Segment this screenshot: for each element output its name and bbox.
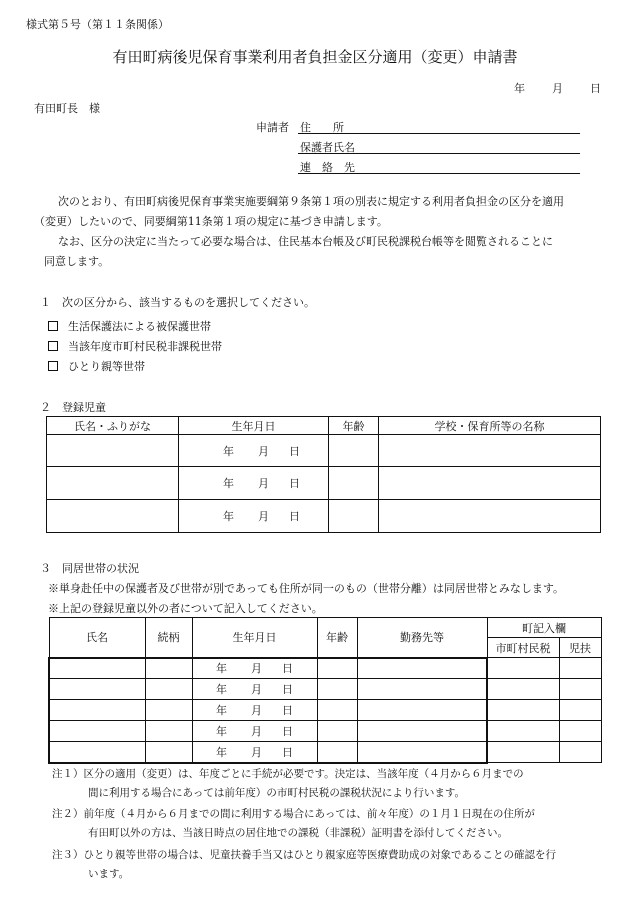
child-age-cell[interactable] [329, 500, 379, 533]
note-1-line-2: 間に利用する場合にあっては前年度）の市町村民税の課税状況により行います。 [88, 787, 466, 799]
option-tax-exempt[interactable] [48, 338, 222, 354]
paragraph-2-line-1: なお、区分の決定に当たって必要な場合は、住民基本台帳及び町民税課税台帳等を閲覧されることに [58, 235, 553, 248]
household-table [48, 617, 602, 764]
member-birthdate-cell[interactable]: 年 月 日 [192, 721, 317, 742]
contact-label: 連 絡 先 [300, 161, 355, 174]
child-name-cell[interactable] [47, 467, 179, 500]
note-1-line-1: 注１）区分の適用（変更）は、年度ごとに手続が必要です。決定は、当該年度（４月から６月までの [52, 768, 524, 780]
member-name-cell[interactable] [49, 721, 145, 742]
table-row [49, 679, 601, 700]
child-age-cell[interactable] [329, 435, 379, 467]
member-name-cell[interactable] [49, 658, 145, 679]
note-2-line-2: 有田町以外の方は、当該日時点の居住地での課税（非課税）証明書を添付してください。 [88, 827, 508, 839]
checkbox-icon[interactable] [48, 361, 58, 371]
member-tax-cell [487, 700, 559, 721]
member-relation-cell[interactable] [145, 658, 192, 679]
col-birthdate: 生年月日 [179, 417, 329, 435]
member-workplace-cell[interactable] [357, 679, 487, 700]
col-workplace: 勤務先等 [357, 618, 487, 658]
table-row [47, 435, 601, 467]
child-school-cell[interactable] [379, 500, 601, 533]
applicant-label: 申請者 [256, 121, 289, 134]
member-allowance-cell [559, 679, 601, 700]
month-label: 月 [552, 82, 563, 95]
paragraph-2-line-2: 同意します。 [44, 255, 110, 268]
option-single-parent[interactable] [48, 358, 145, 374]
member-age-cell[interactable] [317, 700, 357, 721]
member-name-cell[interactable] [49, 700, 145, 721]
table-row [49, 742, 601, 763]
member-age-cell[interactable] [317, 679, 357, 700]
member-birthdate-cell[interactable]: 年 月 日 [192, 700, 317, 721]
section-2-heading: ２ 登録児童 [40, 401, 106, 414]
col-town-use: 町記入欄 [487, 618, 601, 638]
application-date [514, 80, 601, 96]
col-age: 年齢 [329, 417, 379, 435]
addressee: 有田町長 様 [34, 102, 100, 115]
child-birthdate-cell[interactable]: 年 月 日 [179, 467, 329, 500]
section-3-heading: ３ 同居世帯の状況 [40, 562, 139, 575]
member-workplace-cell[interactable] [357, 721, 487, 742]
member-workplace-cell[interactable] [357, 658, 487, 679]
note-3-line-1: 注３）ひとり親等世帯の場合は、児童扶養手当又はひとり親家庭等医療費助成の対象であることの確認を行 [52, 849, 556, 861]
member-tax-cell [487, 679, 559, 700]
registered-children-table [46, 416, 601, 533]
address-field[interactable] [298, 133, 580, 134]
option-label: 生活保護法による被保護世帯 [68, 320, 211, 333]
checkbox-icon[interactable] [48, 341, 58, 351]
member-allowance-cell [559, 721, 601, 742]
member-name-cell[interactable] [49, 742, 145, 763]
member-workplace-cell[interactable] [357, 742, 487, 763]
col-birthdate: 生年月日 [192, 618, 317, 658]
option-label: ひとり親等世帯 [68, 360, 145, 373]
member-relation-cell[interactable] [145, 700, 192, 721]
table-row [49, 658, 601, 679]
paragraph-1-line-2: （変更）したいので、同要綱第11条第１項の規定に基づき申請します。 [34, 215, 388, 228]
page-title: 有田町病後児保育事業利用者負担金区分適用（変更）申請書 [112, 48, 518, 66]
col-child-allowance: 児扶 [559, 638, 601, 658]
note-2-line-1: 注２）前年度（４月から６月までの間に利用する場合にあっては、前々年度）の１月１日現在の住所が [52, 808, 535, 820]
day-label: 日 [590, 82, 601, 95]
child-birthdate-cell[interactable]: 年 月 日 [179, 500, 329, 533]
member-workplace-cell[interactable] [357, 700, 487, 721]
guardian-name-label: 保護者氏名 [300, 141, 355, 154]
col-age: 年齢 [317, 618, 357, 658]
member-relation-cell[interactable] [145, 679, 192, 700]
form-number: 様式第５号（第１１条関係） [26, 18, 169, 31]
year-label: 年 [514, 82, 525, 95]
note-3-line-2: います。 [88, 868, 130, 880]
address-label: 住 所 [300, 121, 344, 134]
paragraph-1-line-1: 次のとおり、有田町病後児保育事業実施要綱第９条第１項の別表に規定する利用者負担金の区分を適用 [58, 195, 564, 208]
col-municipal-tax: 市町村民税 [487, 638, 559, 658]
child-name-cell[interactable] [47, 500, 179, 533]
household-note-1: ※単身赴任中の保護者及び世帯が別であっても住所が同一のもの（世帯分離）は同居世帯とみなします。 [48, 582, 565, 595]
member-allowance-cell [559, 742, 601, 763]
member-allowance-cell [559, 700, 601, 721]
member-birthdate-cell[interactable]: 年 月 日 [192, 742, 317, 763]
member-age-cell[interactable] [317, 658, 357, 679]
member-tax-cell [487, 742, 559, 763]
option-label: 当該年度市町村民税非課税世帯 [68, 340, 222, 353]
col-name: 氏名 [49, 618, 145, 658]
contact-field[interactable] [298, 173, 580, 174]
checkbox-icon[interactable] [48, 321, 58, 331]
table-row [49, 721, 601, 742]
member-allowance-cell [559, 658, 601, 679]
child-name-cell[interactable] [47, 435, 179, 467]
member-relation-cell[interactable] [145, 742, 192, 763]
child-birthdate-cell[interactable]: 年 月 日 [179, 435, 329, 467]
member-tax-cell [487, 658, 559, 679]
member-name-cell[interactable] [49, 679, 145, 700]
col-school: 学校・保育所等の名称 [379, 417, 601, 435]
member-tax-cell [487, 721, 559, 742]
child-school-cell[interactable] [379, 467, 601, 500]
option-welfare[interactable] [48, 318, 211, 334]
member-birthdate-cell[interactable]: 年 月 日 [192, 679, 317, 700]
section-1-heading: １ 次の区分から、該当するものを選択してください。 [40, 296, 315, 309]
table-row [49, 700, 601, 721]
child-school-cell[interactable] [379, 435, 601, 467]
col-name: 氏名・ふりがな [47, 417, 179, 435]
household-note-2: ※上記の登録児童以外の者について記入してください。 [48, 602, 323, 615]
child-age-cell[interactable] [329, 467, 379, 500]
guardian-name-field[interactable] [298, 153, 580, 154]
member-age-cell[interactable] [317, 721, 357, 742]
table-row [47, 500, 601, 533]
member-age-cell[interactable] [317, 742, 357, 763]
member-birthdate-cell[interactable]: 年 月 日 [192, 658, 317, 679]
col-relation: 続柄 [145, 618, 192, 658]
member-relation-cell[interactable] [145, 721, 192, 742]
table-row [47, 467, 601, 500]
